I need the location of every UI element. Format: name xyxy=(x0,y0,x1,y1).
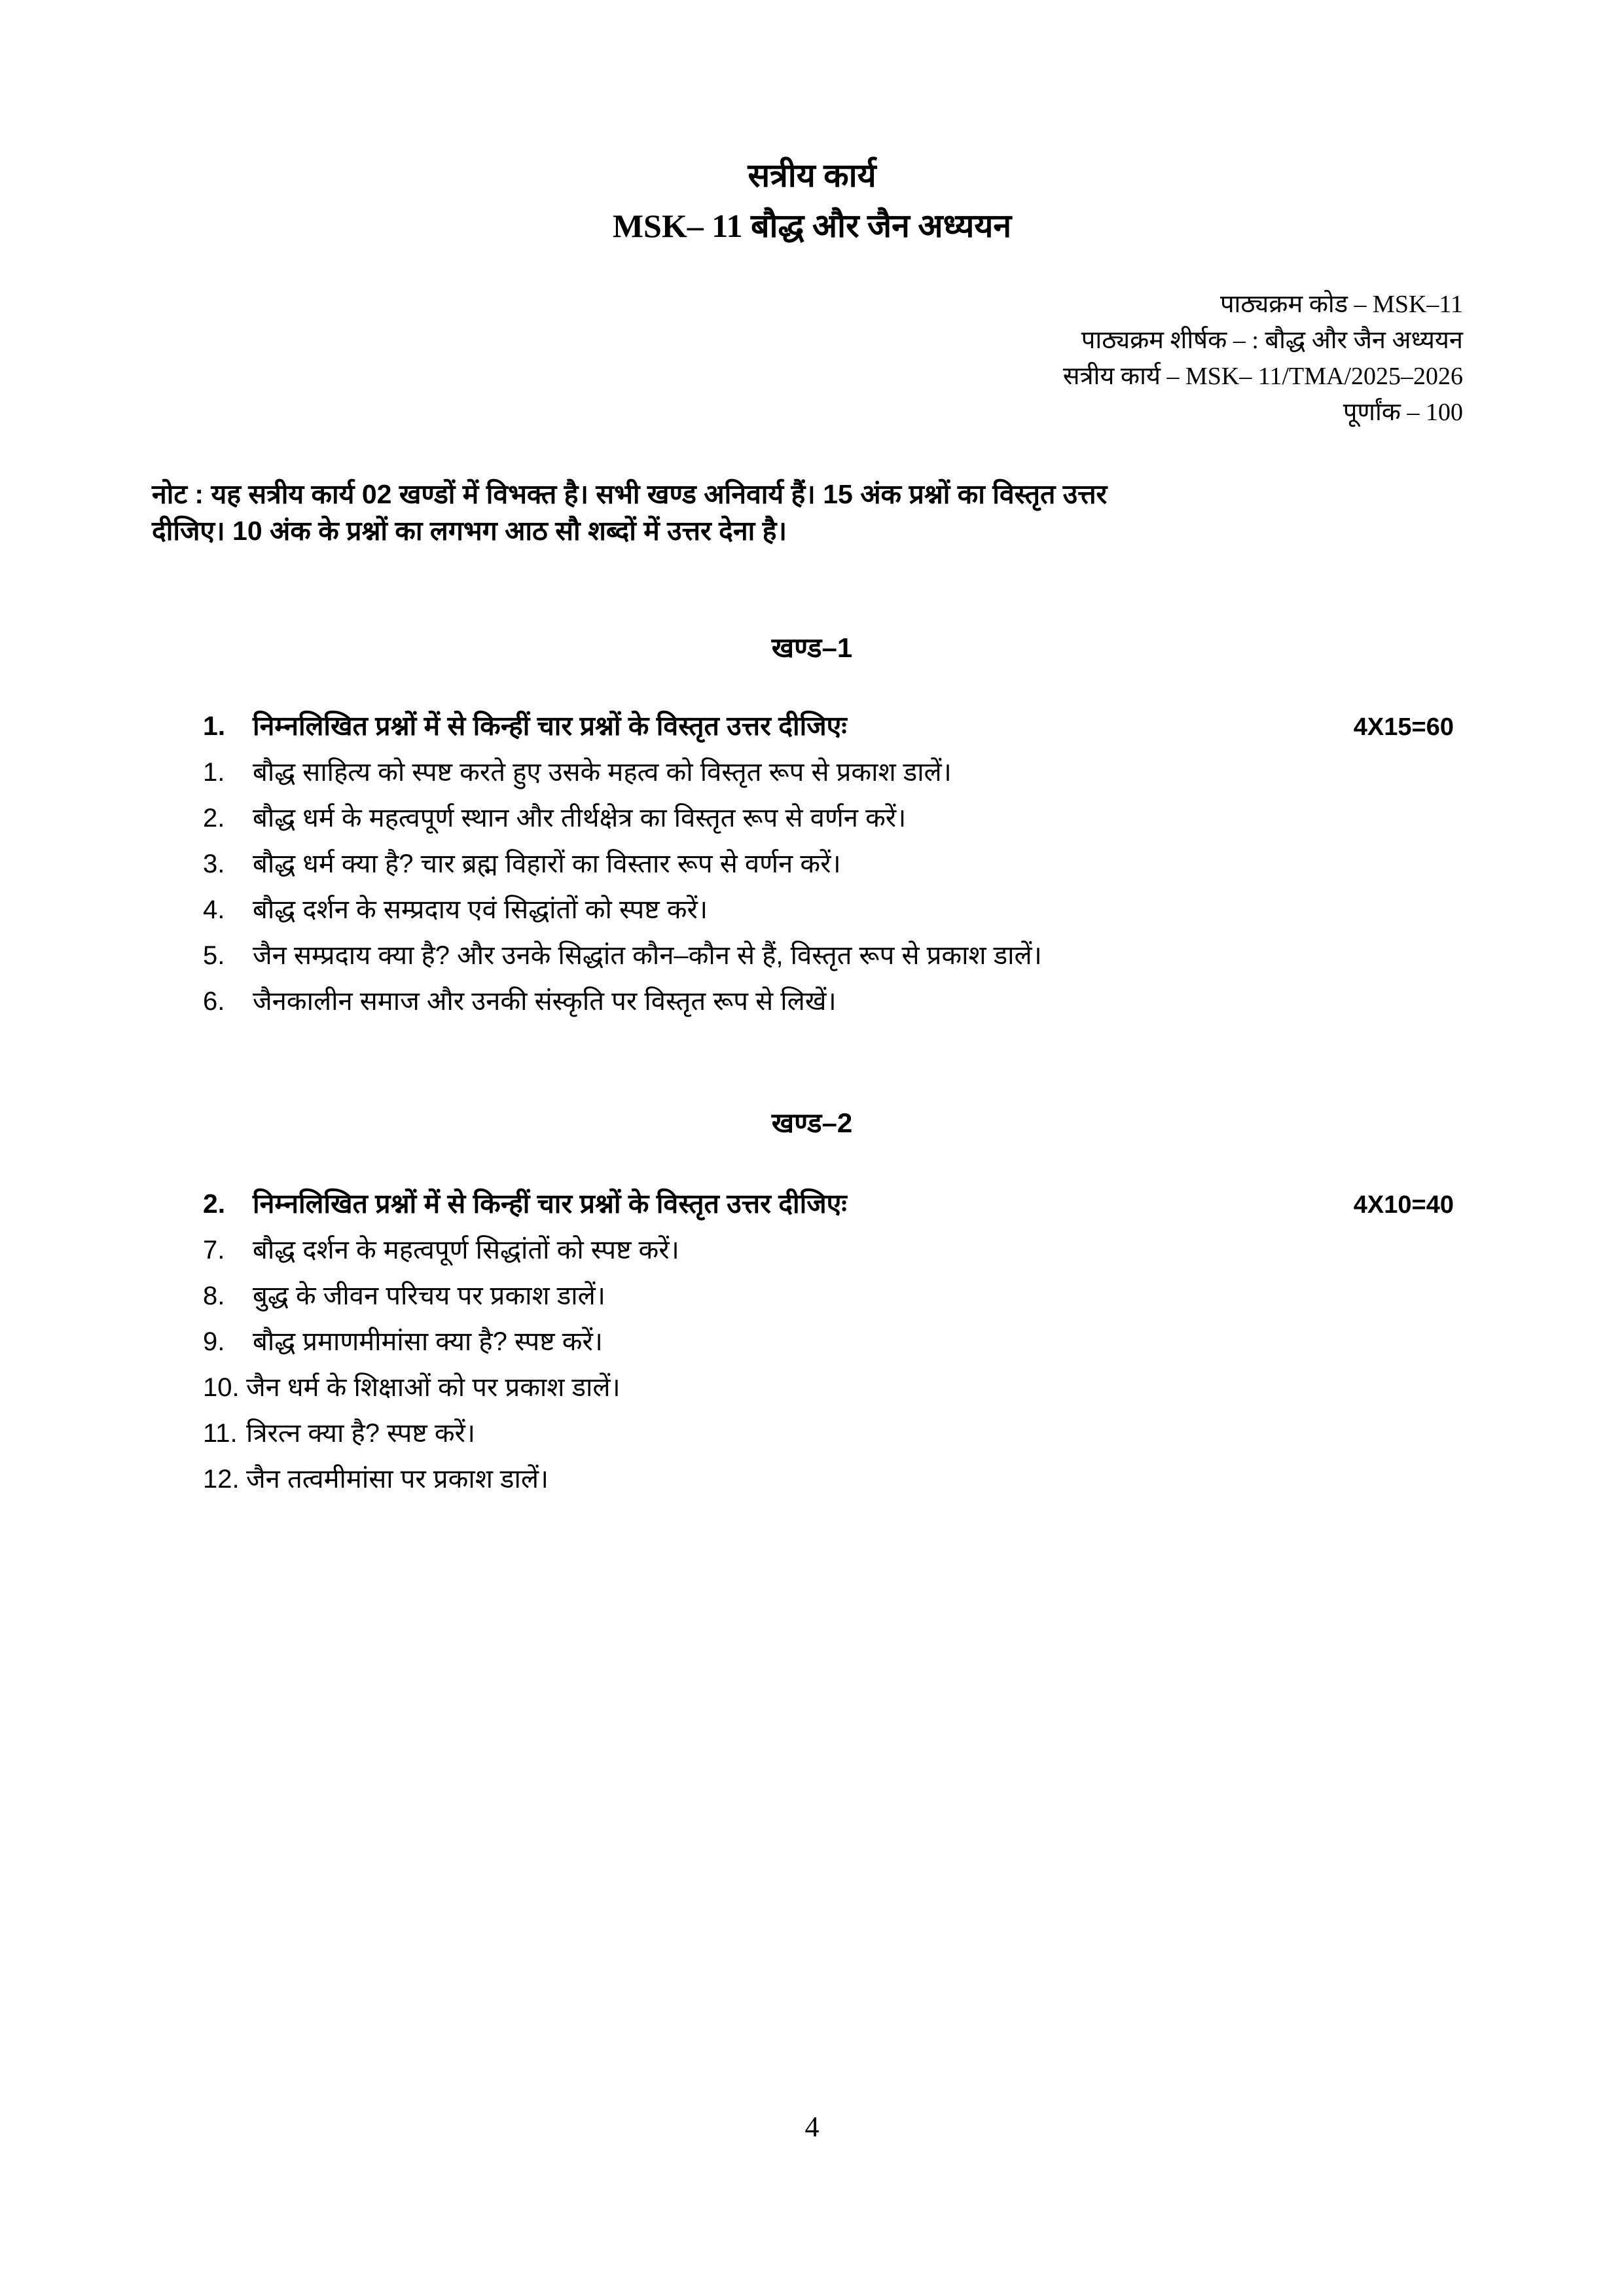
instruction-text: निम्नलिखित प्रश्नों में से किन्हीं चार प्रश्नों के विस्तृत उत्तर दीजिएः xyxy=(253,1189,847,1219)
section-1-marks: 4X15=60 xyxy=(1353,713,1454,741)
item-text: बौद्ध साहित्य को स्पष्ट करते हुए उसके महत्व को विस्तृत रूप से प्रकाश डालें। xyxy=(253,758,952,787)
note-line2: दीजिए। 10 अंक के प्रश्नों का लगभग आठ सौ शब्दों में उत्तर देना है। xyxy=(152,516,787,546)
list-item xyxy=(203,892,708,928)
list-item xyxy=(203,1324,603,1360)
section-1-instruction xyxy=(203,708,847,744)
item-number: 10. xyxy=(203,1373,240,1402)
list-item xyxy=(203,1232,679,1268)
item-text: जैन धर्म के शिक्षाओं को पर प्रकाश डालें। xyxy=(246,1373,621,1402)
item-text: जैनकालीन समाज और उनकी संस्कृति पर विस्तृत रूप से लिखें। xyxy=(253,987,837,1016)
item-text: बौद्ध दर्शन के सम्प्रदाय एवं सिद्धांतों को स्पष्ट करें। xyxy=(253,895,708,924)
section-1-heading: खण्ड–1 xyxy=(771,632,853,663)
note-line1: नोट : यह सत्रीय कार्य 02 खण्डों में विभक्त है। सभी खण्ड अनिवार्य हैं। 15 अंक प्रश्नों का विस्तृत उत्तर xyxy=(152,479,1108,509)
list-item xyxy=(203,755,952,791)
item-number: 7. xyxy=(203,1236,225,1265)
list-item xyxy=(203,846,841,882)
item-text: जैन तत्वमीमांसा पर प्रकाश डालें। xyxy=(246,1465,549,1494)
section-2-marks: 4X10=40 xyxy=(1353,1191,1454,1219)
item-number: 6. xyxy=(203,987,225,1016)
section-2-instruction xyxy=(203,1186,847,1222)
assignment-code: सत्रीय कार्य – MSK– 11/TMA/2025–2026 xyxy=(1062,363,1463,390)
item-text: बौद्ध धर्म क्या है? चार ब्रह्म विहारों का विस्तार रूप से वर्णन करें। xyxy=(253,850,841,878)
section-2-heading: खण्ड–2 xyxy=(771,1107,853,1138)
course-code: पाठ्यक्रम कोड – MSK–11 xyxy=(1219,291,1463,318)
item-number: 9. xyxy=(203,1327,225,1356)
course-title: पाठ्यक्रम शीर्षक – : बौद्ध और जैन अध्ययन xyxy=(1081,327,1463,354)
max-marks: पूर्णांक – 100 xyxy=(1343,399,1463,426)
item-number: 1. xyxy=(203,758,225,787)
document-title-line2: MSK– 11 बौद्ध और जैन अध्ययन xyxy=(612,207,1012,244)
item-text: त्रिरत्न क्या है? स्पष्ट करें। xyxy=(246,1419,476,1448)
item-text: बौद्ध धर्म के महत्वपूर्ण स्थान और तीर्थक्षेत्र का विस्तृत रूप से वर्णन करें। xyxy=(253,804,907,833)
list-item xyxy=(203,1462,549,1498)
list-item xyxy=(203,800,906,836)
item-number: 11. xyxy=(203,1419,238,1448)
item-number: 2. xyxy=(203,804,225,833)
instruction-text: निम्नलिखित प्रश्नों में से किन्हीं चार प्रश्नों के विस्तृत उत्तर दीजिएः xyxy=(253,711,847,741)
list-item xyxy=(203,938,1042,974)
item-number: 4. xyxy=(203,895,225,924)
item-text: बौद्ध दर्शन के महत्वपूर्ण सिद्धांतों को स्पष्ट करें। xyxy=(253,1236,679,1265)
item-text: बौद्ध प्रमाणमीमांसा क्या है? स्पष्ट करें। xyxy=(253,1327,603,1356)
list-item xyxy=(203,1370,621,1406)
item-number: 5. xyxy=(203,941,225,970)
list-item xyxy=(203,1416,475,1452)
item-number: 3. xyxy=(203,850,225,878)
item-number: 8. xyxy=(203,1282,225,1310)
item-number: 12. xyxy=(203,1465,240,1494)
item-text: बुद्ध के जीवन परिचय पर प्रकाश डालें। xyxy=(253,1282,605,1310)
list-item xyxy=(203,1278,605,1314)
question-number: 1. xyxy=(203,711,226,741)
item-text: जैन सम्प्रदाय क्या है? और उनके सिद्धांत कौन–कौन से हैं, विस्तृत रूप से प्रकाश डालें। xyxy=(253,941,1042,970)
document-title-line1: सत्रीय कार्य xyxy=(748,157,876,194)
question-number: 2. xyxy=(203,1189,226,1219)
list-item xyxy=(203,984,837,1020)
page-number: 4 xyxy=(804,2111,820,2143)
